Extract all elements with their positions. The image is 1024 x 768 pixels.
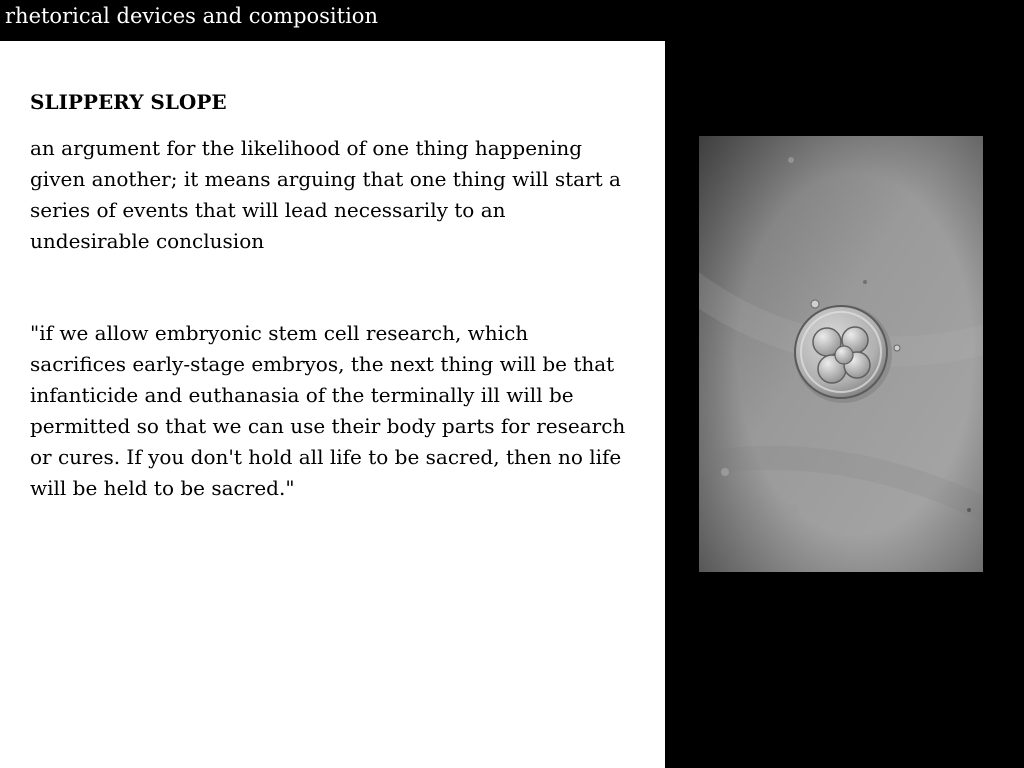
term-heading: SLIPPERY SLOPE xyxy=(30,90,227,114)
slide-title: rhetorical devices and composition xyxy=(5,4,378,28)
embryo-cell xyxy=(794,305,892,403)
content-panel xyxy=(0,41,665,768)
example-quote: "if we allow embryonic stem cell research, which sacrifices early-stage embryos, the next thing will be that infanticide and euthanasia of the terminally ill will be permitted so that we can use their body parts for research or cures. If you don't hold all life to be sacred, then no life will be held to be sacred." xyxy=(30,321,626,500)
embryo-micrograph-image xyxy=(699,136,983,572)
definition-text: an argument for the likelihood of one thing happening given another; it means arguing that one thing will start a series of events that will lead necessarily to an undesirable conclusion xyxy=(30,136,621,253)
